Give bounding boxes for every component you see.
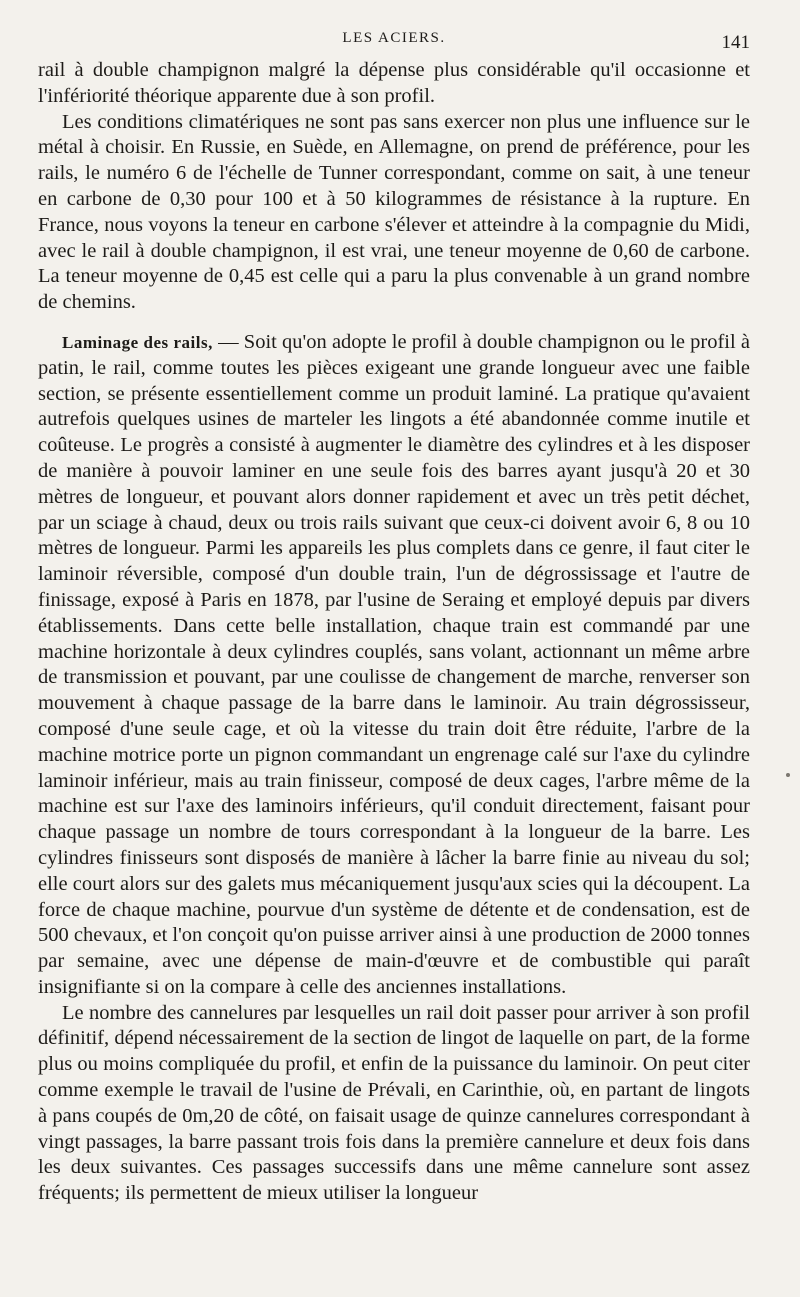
- paragraph-rolling-text: — Soit qu'on adopte le profil à double champignon ou le profil à patin, le rail, comme toutes les pièces exigeant une grande longueur avec une faible section, se présente essentiellement comme un produit laminé. La pratique qu'avaient autrefois quelques usines de marteler les lingots a été abandonnée comme inutile et coûteuse. Le progrès a consisté à augmenter le diamètre des cylindres et à les disposer de manière à pouvoir laminer en une seule fois des barres ayant jusqu'à 20 et 30 mètres de longueur, et pouvant alors donner rapidement et avec un très petit déchet, par un sciage à chaud, deux ou trois rails suivant que ceux-ci doivent avoir 6, 8 ou 10 mètres de longueur. Parmi les appareils les plus complets dans ce genre, il faut citer le laminoir réversible, composé d'un double train, l'un de dégrossissage et l'autre de finissage, exposé à Paris en 1878, par l'usine de Seraing et employé depuis par divers établissements. Dans cette belle installation, chaque train est commandé par une machine horizontale à deux cylindres couplés, sans volant, actionnant un même arbre de transmission et pouvant, par une coulisse de changement de marche, renverser son mouvement à chaque passage de la barre dans le laminoir. Au train dégrossisseur, composé d'une seule cage, et où la vitesse du train doit être réduite, l'arbre de la machine motrice porte un pignon commandant un engrenage calé sur l'axe du cylindre laminoir inférieur, mais au train finisseur, composé de deux cages, l'arbre même de la machine est sur l'axe des laminoirs inférieurs, qu'il conduit directement, faisant pour chaque passage un nombre de tours correspondant à la longueur de la barre. Les cylindres finisseurs sont disposés de manière à lâcher la barre finie au niveau du sol; elle court alors sur des galets mus mécaniquement jusqu'aux scies qui la découpent. La force de chaque machine, pourvue d'un système de détente et de condensation, est de 500 chevaux, et l'on conçoit qu'on puisse arriver ainsi à une production de 2000 tonnes par semaine, avec une dépense de main-d'œuvre et de combustible qui paraît insignifiante si on la compare à celle des anciennes installations.: [38, 330, 750, 998]
- paragraph-grooves: Le nombre des cannelures par lesquelles un rail doit passer pour arriver à son profil définitif, dépend nécessairement de la section de lingot de laquelle on part, de la forme plus ou moins compliquée du profil, et enfin de la puissance du laminoir. On peut citer comme exemple le travail de l'usine de Prévali, en Carinthie, où, en partant de lingots à pans coupés de 0m,20 de côté, on faisait usage de quinze cannelures correspondant à vingt passages, la barre passant trois fois dans la première cannelure et deux fois dans les deux suivantes. Ces passages successifs dans une même cannelure sont assez fréquents; ils permettent de mieux utiliser la longueur: [38, 1001, 750, 1205]
- page-number: 141: [721, 32, 750, 53]
- margin-mark: [786, 773, 790, 777]
- paragraph-continuation: rail à double champignon malgré la dépense plus considérable qu'il occasionne et l'infériorité théorique apparente due à son profil.: [38, 59, 750, 107]
- section-heading: Laminage des rails,: [62, 332, 213, 352]
- page-header: [38, 26, 750, 52]
- paragraph-climate: Les conditions climatériques ne sont pas sans exercer non plus une influence sur le métal à choisir. En Russie, en Suède, en Allemagne, on prend de préférence, pour les rails, le numéro 6 de l'échelle de Tunner correspondant, comme on sait, à une teneur en carbone de 0,30 pour 100 et à 50 kilogrammes de résistance à la rupture. En France, nous voyons la teneur en carbone s'élever et atteindre à la compagnie du Midi, avec le rail à double champignon, il est vrai, une teneur moyenne de 0,60 de carbone. La teneur moyenne de 0,45 est celle qui a paru la plus convenable à un grand nombre de chemins.: [38, 110, 750, 314]
- section-gap: [38, 316, 750, 330]
- paragraph-rolling: [38, 330, 750, 1001]
- body-text: [38, 58, 750, 1207]
- running-head: LES ACIERS.: [342, 30, 446, 46]
